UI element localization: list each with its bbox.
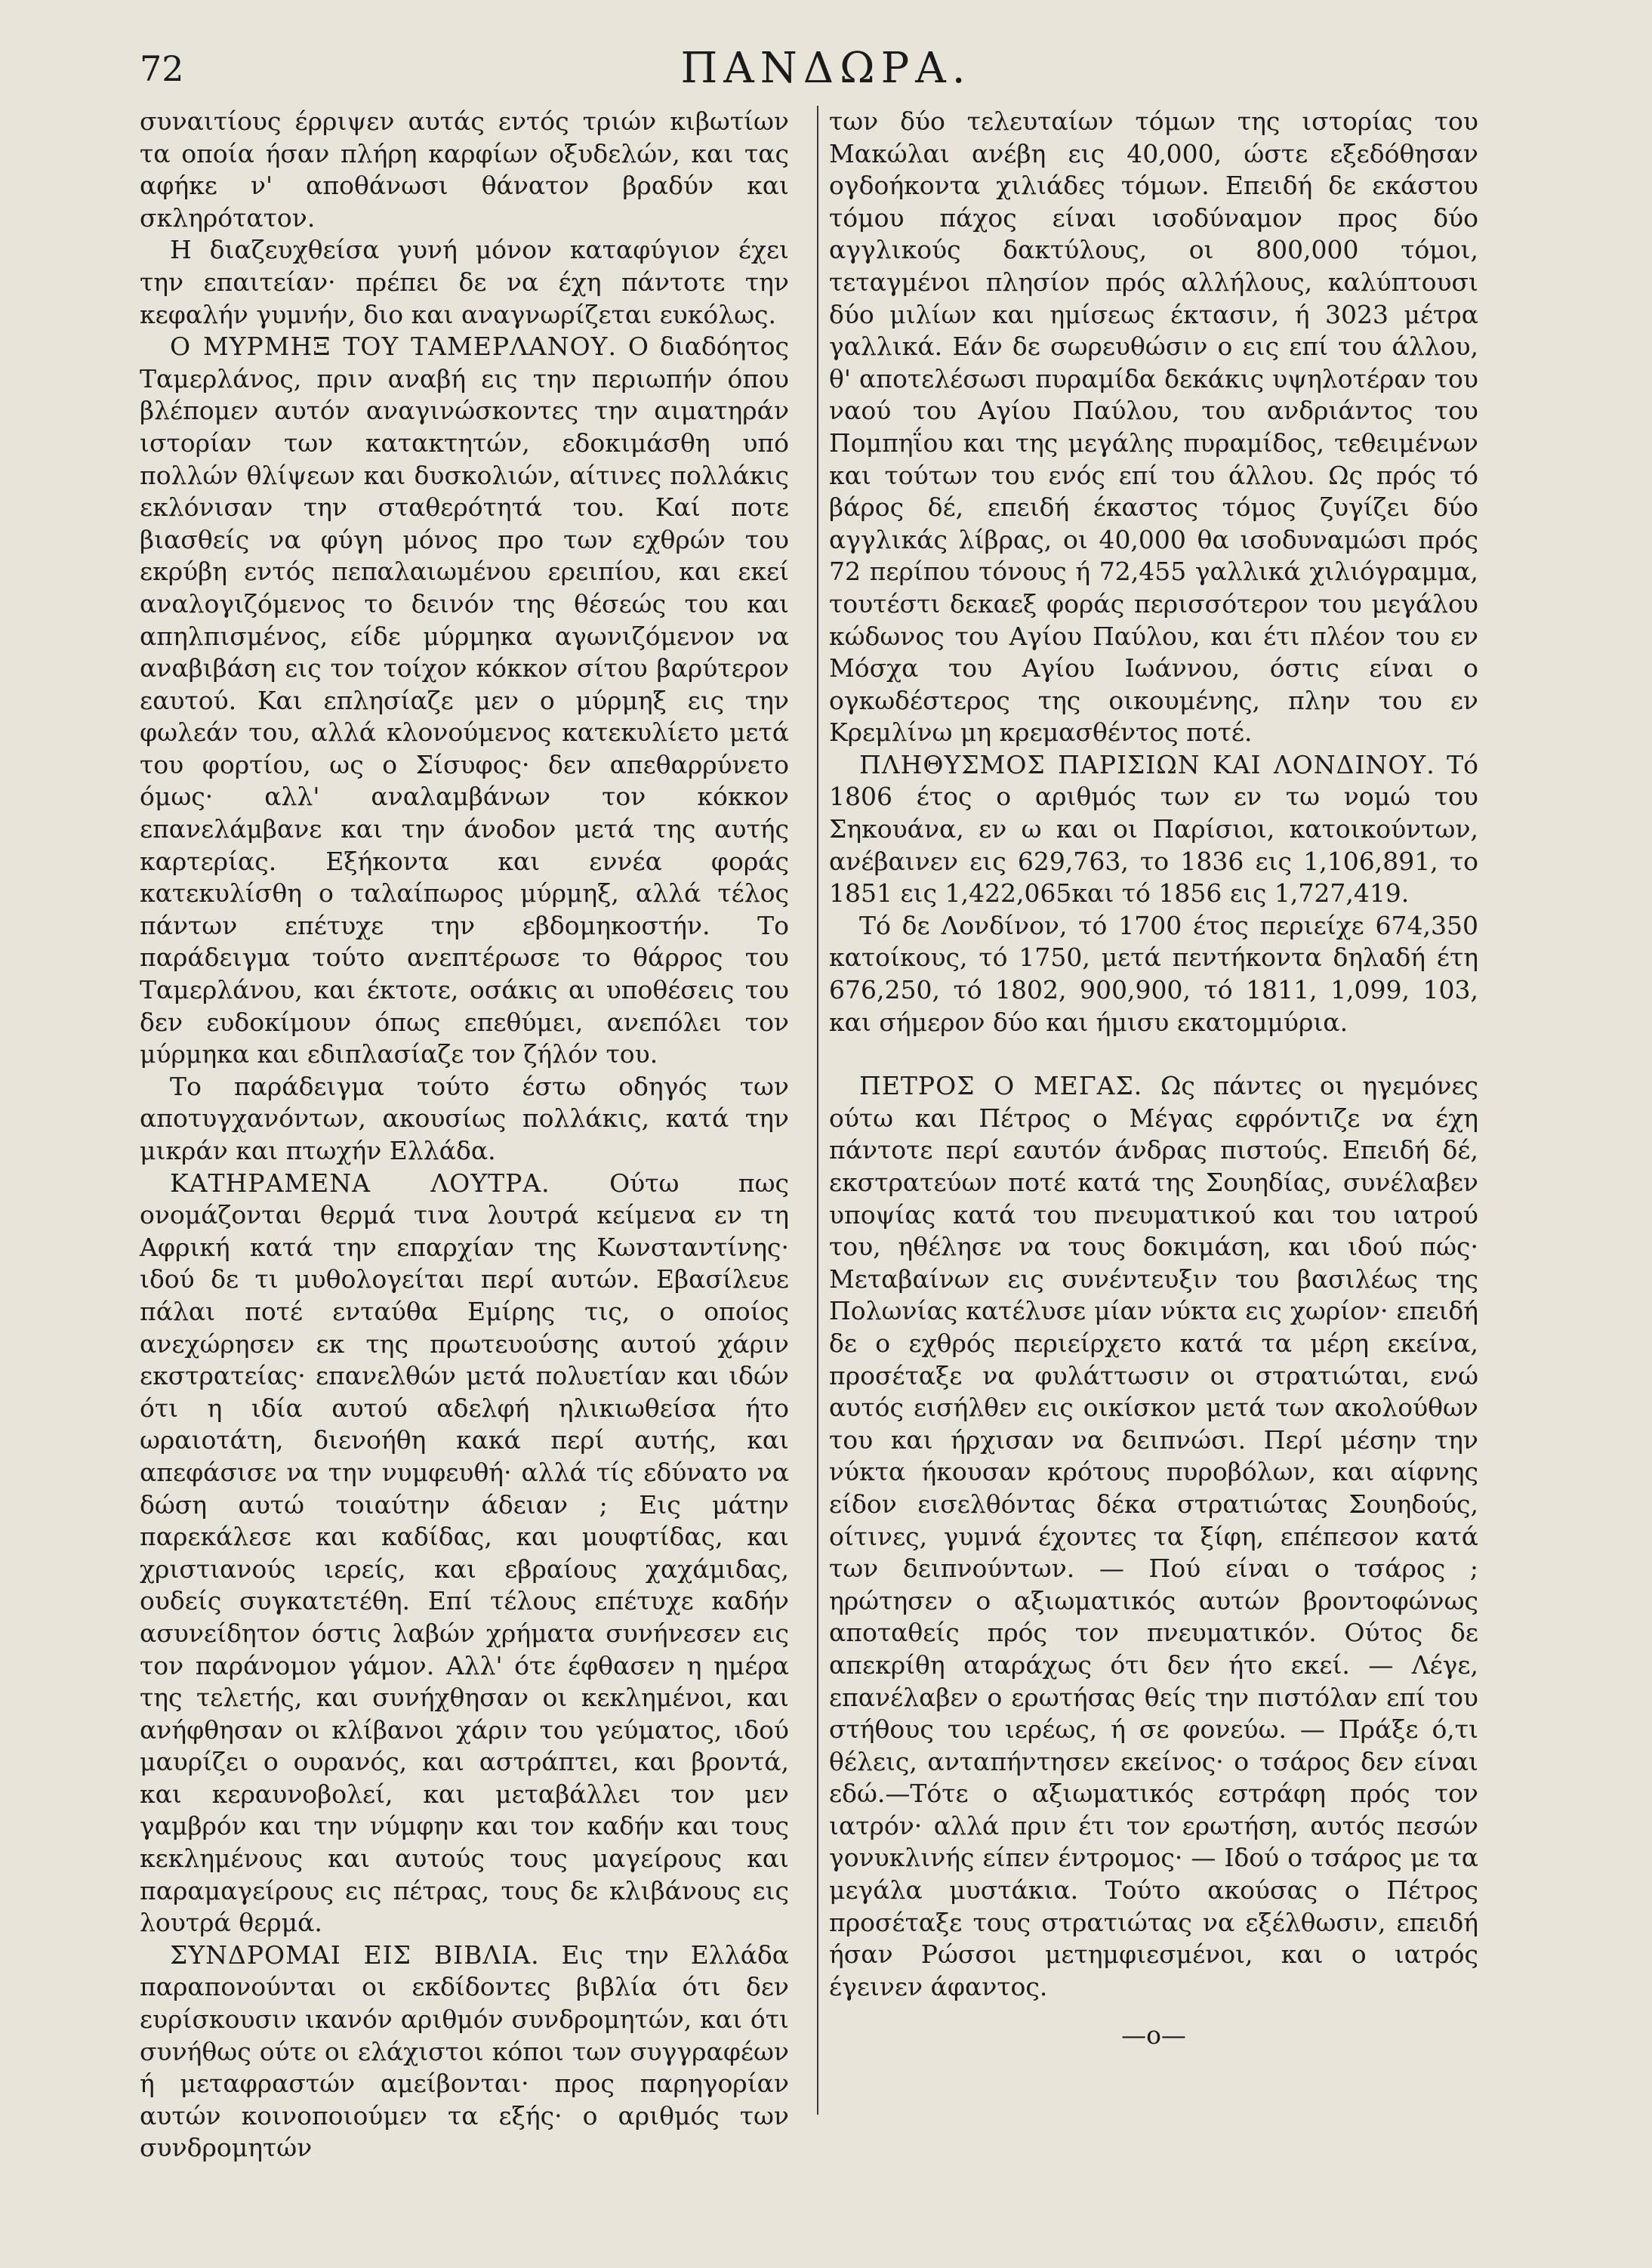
article-text: Ως πάντες οι ηγεμόνες ούτω και Πέτρος ο Μέγας εφρόντιζε να έχη πάντοτε περί εαυτόν άνδρας πιστούς. Επειδή δέ, εκστρατεύων ποτέ κατά της Σουηδίας, συνέλαβεν υποψίας κατά του πνευματικού και του ιατρού του, ηθέλησε να τους δοκιμάση, και ιδού πώς· Μεταβαίνων εις συνέντευξιν του βασιλέως της Πολωνίας κατέλυσε μίαν νύκτα εις χωρίον· επειδή δε ο εχθρός περιείρχετο κατά τα μέρη εκείνα, προσέταξε να φυλάττωσιν οι στρατιώται, ενώ αυτός εισήλθεν εις οικίσκον μετά των ακολούθων του και ήρχισαν να δειπνώσι. Περί μέσην την νύκτα ήκουσαν κρότους πυροβόλων, και αίφνης είδον εισελθόντας δέκα στρατιώτας Σουηδούς, οίτινες, γυμνά έχοντες τα ξίφη, επέπεσον κατά των δειπνούντων. — Πού είναι ο τσάρος ; ηρώτησεν ο αξιωματικός αυτών βροντοφώνως αποταθείς πρός τον πνευματικόν. Ούτος δε απεκρίθη αταράχως ότι δεν ήτο εκεί. — Λέγε, επανέλαβεν ο ερωτήσας θείς την πιστόλαν επί του στήθους του ιερέως, ή σε φονεύω. — Πράξε ό,τι θέλεις, ανταπήντησεν εκείνος· ο τσάρος δεν είναι εδώ.—Τότε ο αξιωματικός εστράφη πρός τον ιατρόν· αλλά πριν έτι τον ερωτήση, αυτός πεσών γονυκλινής είπεν έντρομος· — Ιδού ο τσάρος με τα μεγάλα μυστάκια. Τούτο ακούσας ο Πέτρος προσέταξε τους στρατιώτας να εξέλθωσιν, επειδή ήσαν Ρώσσοι μετημφιεσμένοι, και ο ιατρός έγεινεν άφαντος. <box>829 1071 1478 2001</box>
section-heading: ΚΑΤΗΡΑΜΕΝΑ ΛΟΥΤΡΑ. <box>170 1168 550 1198</box>
paragraph: Τό δε Λονδίνον, τό 1700 έτος περιείχε 674,350 κατοίκους, τό 1750, μετά πεντήκοντα δηλαδή έτη 676,250, τό 1802, 900,900, τό 1811, 1,099, 103, και σήμερον δύο και ήμισυ εκατομμύρια. <box>829 910 1478 1037</box>
spacer <box>829 1038 1478 1070</box>
page-header <box>0 39 1652 100</box>
paragraph: συναιτίους έρριψεν αυτάς εντός τριών κιβωτίων τα οποία ήσαν πλήρη καρφίων οξυδελών, και τας αφήκε ν' αποθάνωσι θάνατον βραδύν και σκληρότατον. <box>140 106 789 233</box>
article-text: Ο διαδόητος Ταμερλάνος, πριν αναβή εις την περιωπήν όπου βλέπομεν αυτόν αναγινώσκοντες την αιματηράν ιστορίαν των κατακτητών, εδοκιμάσθη υπό πολλών θλίψεων και δυσκολιών, αίτινες πολλάκις εκλόνισαν την σταθερότητά του. Καί ποτε βιασθείς να φύγη μόνος προ των εχθρών του εκρύβη εντός πεπαλαιωμένου ερειπίου, και εκεί αναλογιζόμενος το δεινόν της θέσεώς του και απηλπισμένος, είδε μύρμηκα αγωνιζόμενον να αναβιβάση εις τον τοίχον κόκκον σίτου βαρύτερον εαυτού. Και επλησίαζε μεν ο μύρμηξ εις την φωλεάν του, αλλά κλονούμενος κατεκυλίετο μετά του φορτίου, ως ο Σίσυφος· δεν απεθαρρύνετο όμως· αλλ' αναλαμβάνων τον κόκκον επανελάμβανε και την άνοδον μετά της αυτής καρτερίας. Εξήκοντα και εννέα φοράς κατεκυλίσθη ο ταλαίπωρος μύρμηξ, αλλά τέλος πάντων επέτυχε την εβδομηκοστήν. Το παράδειγμα τούτο ανεπτέρωσε το θάρρος του Ταμερλάνου, και έκτοτε, οσάκις αι υποθέσεις του δεν ευδοκίμουν όπως επεθύμει, ανεπόλει τον μύρμηκα και εδιπλασίαζε τον ζήλόν του. <box>140 332 790 1069</box>
article-tamerlane <box>140 331 789 1071</box>
section-heading: ΣΥΝΔΡΟΜΑΙ ΕΙΣ ΒΙΒΛΙΑ. <box>170 1939 540 1970</box>
section-heading: Ο ΜΥΡΜΗΞ ΤΟΥ ΤΑΜΕΡΛΑΝΟΥ. <box>170 332 617 362</box>
paragraph: Η διαζευχθείσα γυνή μόνον καταφύγιον έχει την επαιτείαν· πρέπει δε να έχη πάντοτε την κεφαλήν γυμνήν, διο και αναγνωρίζεται ευκόλως. <box>140 235 789 329</box>
article-text: Ούτω πως ονομάζονται θερμά τινα λουτρά κείμενα εν τη Αφρική κατά την επαρχίαν της Κωνσταντίνης· ιδού δε τι μυθολογείται περί αυτών. Εβασίλευε πάλαι ποτέ ενταύθα Εμίρης τις, ο οποίος ανεχώρησεν εκ της πρωτευούσης αυτού χάριν εκστρατείας· επανελθών μετά πολυετίαν και ιδών ότι η ιδία αυτού αδελφή ηλικιωθείσα ήτο ωραιοτάτη, διενοήθη κακά περί αυτής, και απεφάσισε να την νυμφευθή· αλλά τίς εδύνατο να δώση αυτώ τοιαύτην άδειαν ; Εις μάτην παρεκάλεσε και καδίδας, και μουφτίδας, και χριστιανούς ιερείς, και εβραίους χαχάμιδας, ουδείς συγκατετέθη. Επί τέλους επέτυχε καδήν ασυνείδητον όστις λαβών χρήματα συνήνεσεν εις τον παράνομον γάμον. Αλλ' ότε έφθασεν η ημέρα της τελετής, και συνήχθησαν οι κεκλημένοι, και ανήφθησαν οι κλίβανοι χάριν του γεύματος, ιδού μαυρίζει ο ουρανός, και αστράπτει, και βροντά, και κεραυνοβολεί, και μεταβάλλει τον μεν γαμβρόν και την νύμφην και τον καδήν και τους κεκλημένους και αυτούς τους μαγείρους και παραμαγείρους εις πέτρας, τους δε κλιβάνους εις λουτρά θερμά. <box>140 1168 789 1938</box>
journal-title: ΠΑΝΔΩΡΑ. <box>680 44 972 93</box>
article-book-subscriptions <box>140 1939 789 2165</box>
section-heading: ΠΛΗΘΥΣΜΟΣ ΠΑΡΙΣΙΩΝ ΚΑΙ ΛΟΝΔΙΝΟΥ. <box>859 749 1435 779</box>
article-peter-the-great <box>829 1070 1478 2003</box>
left-column <box>140 106 789 2165</box>
end-ornament: —o— <box>1121 2020 1186 2050</box>
paragraph: των δύο τελευταίων τόμων της ιστορίας του Μακώλαι ανέβη εις 40,000, ώστε εξεδόθησαν ογδοήκοντα χιλιάδες τόμων. Επειδή δε εκάστου τόμου πάχος είναι ισοδύναμον προς δύο αγγλικούς δακτύλους, οι 800,000 τόμοι, τεταγμένοι πλησίον πρός αλλήλους, καλύπτουσι δύο μιλίων και ημίσεως έκτασιν, ή 3023 μέτρα γαλλικά. Εάν δε σωρευθώσιν ο εις επί του άλλου, θ' αποτελέσωσι πυραμίδα δεκάκις υψηλοτέραν του ναού του Αγίου Παύλου, του ανδριάντος του Πομπηΐου και της μεγάλης πυραμίδος, τεθειμένων και τούτων του ενός επί του άλλου. Ως πρός τό βάρος δέ, επειδή έκαστος τόμος ζυγίζει δύο αγγλικάς λίβρας, οι 40,000 θα ισοδυναμώσι πρός 72 περίπου τόνους ή 72,455 γαλλικά χιλιόγραμμα, τουτέστι δεκαεξ φοράς περισσότερον του μεγάλου κώδωνος του Αγίου Παύλου, και έτι πλέον του εν Μόσχα του Αγίου Ιωάννου, όστις είναι ο ογκωδέστερος της οικουμένης, πλην του εν Κρεμλίνω μη κρεμασθέντος ποτέ. <box>829 106 1478 748</box>
section-heading: ΠΕΤΡΟΣ Ο ΜΕΓΑΣ. <box>859 1071 1143 1101</box>
page-number: 72 <box>140 48 184 89</box>
right-column <box>829 106 1478 2052</box>
article-population <box>829 749 1478 910</box>
paragraph: Το παράδειγμα τούτο έστω οδηγός των αποτυγχανόντων, ακουσίως πολλάκις, κατά την μικράν και πτωχήν Ελλάδα. <box>140 1071 789 1165</box>
article-text: Τό 1806 έτος ο αριθμός των εν τω νομώ του Σηκουάνα, εν ω και οι Παρίσιοι, κατοικούντων, ανέβαινεν εις 629,763, το 1836 εις 1,106,891, το 1851 εις 1,422,065και τό 1856 εις 1,727,419. <box>829 749 1478 909</box>
column-divider <box>817 106 818 2115</box>
article-cursed-baths <box>140 1168 789 1939</box>
article-text: Εις την Ελλάδα παραπονούνται οι εκδίδοντες βιβλία ότι δεν ευρίσκουσιν ικανόν αριθμόν συνδρομητών, και ότι συνήθως ούτε οι ελάχιστοι κόποι των συγγραφέων ή μεταφραστών αμείβονται· προς παρηγορίαν αυτών κοινοποιούμεν τα εξής· ο αριθμός των συνδρομητών <box>140 1939 790 2163</box>
